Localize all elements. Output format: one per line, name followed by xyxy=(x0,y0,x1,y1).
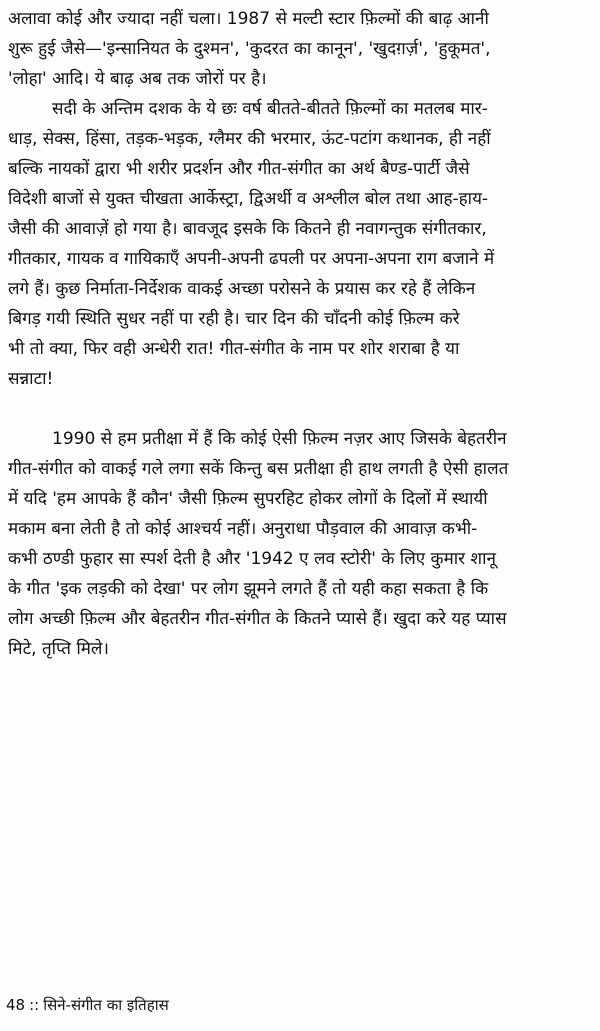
text-line: बिगड़ गयी स्थिति सुधर नहीं पा रही है। चार दिन की चाँदनी कोई फ़िल्म करे xyxy=(8,309,460,329)
text-line xyxy=(8,394,596,424)
text-line: 1990 से हम प्रतीक्षा में हैं कि कोई ऐसी फ़िल्म नज़र आए जिसके बेहतरीन xyxy=(52,429,507,449)
text-line: 'लोहा' आदि। ये बाढ़ अब तक जोरों पर है। xyxy=(8,69,267,89)
text-line: मिटे, तृप्ति मिले। xyxy=(8,639,109,659)
text-line: गीत-संगीत को वाकई गले लगा सकें किन्तु बस प्रतीक्षा ही हाथ लगती है ऐसी हालत xyxy=(8,459,509,479)
text-line: बल्कि नायकों द्वारा भी शरीर प्रदर्शन और गीत-संगीत का अर्थ बैण्ड-पार्टी जैसे xyxy=(8,159,470,179)
paragraph xyxy=(8,94,596,424)
text-line: सदी के अन्तिम दशक के ये छः वर्ष बीतते-बीतते फ़िल्मों का मतलब मार- xyxy=(52,99,488,119)
text-line: अलावा कोई और ज्यादा नहीं चला। 1987 से मल्टी स्टार फ़िल्मों की बाढ़ आनी xyxy=(8,9,489,29)
page-footer xyxy=(6,994,169,1016)
text-line: में यदि 'हम आपके हैं कौन' जैसी फ़िल्म सुपरहिट होकर लोगों के दिलों में स्थायी xyxy=(8,489,488,509)
text-line: भी तो क्या, फिर वही अन्धेरी रात! गीत-संगीत के नाम पर शोर शराबा है या xyxy=(8,339,460,359)
text-line: जैसी की आवाज़ें हो गया है। बावजूद इसके कि कितने ही नवागन्तुक संगीतकार, xyxy=(8,219,487,239)
text-line: सन्नाटा! xyxy=(8,369,54,389)
text-line: शुरू हुई जैसे—'इन्सानियत के दुश्मन', 'कुदरत का कानून', 'खुदग़र्ज़', 'हुकूमत', xyxy=(8,39,491,59)
text-line: कभी ठण्डी फुहार सा स्पर्श देती है और '1942 ए लव स्टोरी' के लिए कुमार शानू xyxy=(8,549,496,569)
text-line: के गीत 'इक लड़की को देखा' पर लोग झूमने लगते हैं तो यही कहा सकता है कि xyxy=(8,579,489,599)
text-line: लोग अच्छी फ़िल्म और बेहतरीन गीत-संगीत के कितने प्यासे हैं। खुदा करे यह प्यास xyxy=(8,609,507,629)
text-line: लगे हैं। कुछ निर्माता-निर्देशक वाकई अच्छा परोसने के प्रयास कर रहे हैं लेकिन xyxy=(8,279,476,299)
text-line: मकाम बना लेती है तो कोई आश्चर्य नहीं। अनुराधा पौड़वाल की आवाज़ कभी- xyxy=(8,519,478,539)
page-number: 48 xyxy=(6,996,26,1014)
running-title: सिने-संगीत का इतिहास xyxy=(43,996,169,1014)
text-line: गीतकार, गायक व गायिकाएँ अपनी-अपनी ढपली पर अपना-अपना राग बजाने में xyxy=(8,249,495,269)
paragraph xyxy=(8,4,596,94)
text-line: विदेशी बाजों से युक्त चीखता आर्केस्ट्रा, द्विअर्थी व अश्लील बोल तथा आह-हाय- xyxy=(8,189,489,209)
paragraph xyxy=(8,424,596,664)
footer-separator: :: xyxy=(29,996,40,1014)
text-line: धाड़, सेक्स, हिंसा, तड़क-भड़क, ग्लैमर की भरमार, ऊंट-पटांग कथानक, ही नहीं xyxy=(8,129,491,149)
body-text xyxy=(8,4,596,664)
